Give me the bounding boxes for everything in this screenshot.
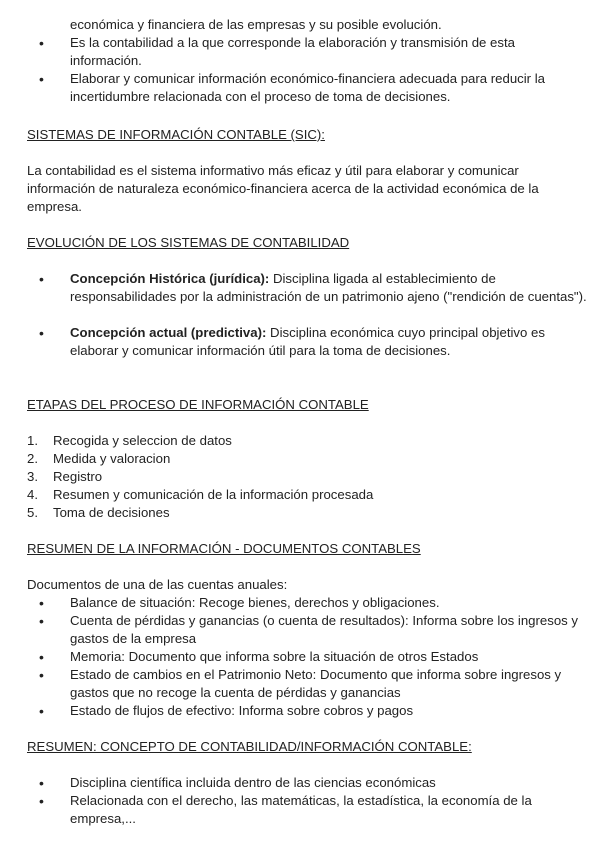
evolucion-term: Concepción actual (predictiva):: [70, 325, 267, 340]
intro-continuation: económica y financiera de las empresas y su posible evolución.: [70, 17, 442, 32]
list-item: 3. Registro: [27, 469, 103, 484]
list-item: • Estado de flujos de efectivo: Informa sobre cobros y pagos: [27, 702, 587, 720]
resumen-info-intro: Documentos de una de las cuentas anuales:: [27, 577, 288, 592]
resumen-concepto-heading: RESUMEN: CONCEPTO DE CONTABILIDAD/INFORMACIÓN CONTABLE:: [27, 739, 472, 754]
list-item: • Elaborar y comunicar información económico-financiera adecuada para reducir la incertidumbre relacionada con el proceso de toma de decisiones.: [27, 70, 587, 106]
list-item: 4. Resumen y comunicación de la información procesada: [27, 487, 374, 502]
resumen-concepto-list: [27, 774, 587, 828]
list-item: 1. Recogida y seleccion de datos: [27, 433, 232, 448]
list-item: • Estado de cambios en el Patrimonio Neto: Documento que informa sobre ingresos y gastos que no recoge la cuenta de pérdidas y ganancias: [27, 666, 587, 702]
etapas-list: [27, 432, 587, 522]
intro-list: [27, 16, 587, 106]
evolucion-heading: EVOLUCIÓN DE LOS SISTEMAS DE CONTABILIDAD: [27, 235, 350, 250]
list-item: 5. Toma de decisiones: [27, 505, 170, 520]
list-item: 2. Medida y valoracion: [27, 451, 171, 466]
list-item: • Relacionada con el derecho, las matemáticas, la estadística, la economía de la empresa,...: [27, 792, 587, 828]
evolucion-term: Concepción Histórica (jurídica):: [70, 271, 270, 286]
resumen-info-heading: RESUMEN DE LA INFORMACIÓN - DOCUMENTOS CONTABLES: [27, 541, 421, 556]
etapas-heading: ETAPAS DEL PROCESO DE INFORMACIÓN CONTABLE: [27, 397, 369, 412]
sic-heading: SISTEMAS DE INFORMACIÓN CONTABLE (SIC):: [27, 127, 325, 142]
sic-paragraph: La contabilidad es el sistema informativo más eficaz y útil para elaborar y comunicar información de naturaleza económico-financiera acerca de la actividad económica de la empresa.: [27, 163, 539, 214]
list-item: • Memoria: Documento que informa sobre la situación de otros Estados: [27, 648, 587, 666]
list-item: • Cuenta de pérdidas y ganancias (o cuenta de resultados): Informa sobre los ingresos y gastos de la empresa: [27, 612, 587, 648]
list-item: • Balance de situación: Recoge bienes, derechos y obligaciones.: [27, 594, 587, 612]
list-item: • Concepción actual (predictiva): Disciplina económica cuyo principal objetivo es elaborar y comunicar información útil para la toma de decisiones.: [27, 324, 587, 360]
resumen-info-list: [27, 594, 587, 720]
list-item: • Disciplina científica incluida dentro de las ciencias económicas: [27, 774, 587, 792]
list-item: • Concepción Histórica (jurídica): Disciplina ligada al establecimiento de responsabilidades por la administración de un patrimonio ajeno ("rendición de cuentas").: [27, 270, 587, 306]
list-item: • Es la contabilidad a la que corresponde la elaboración y transmisión de esta información.: [27, 34, 587, 70]
evolucion-list: [27, 270, 587, 360]
